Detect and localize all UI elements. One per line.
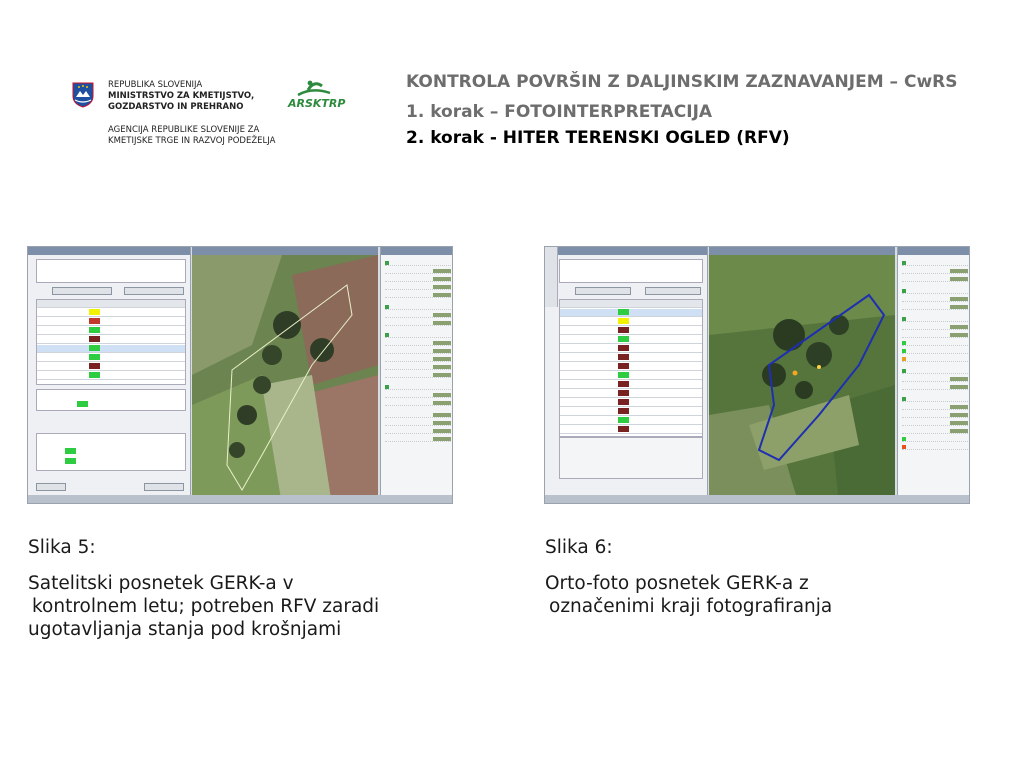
import-shp-button[interactable] — [52, 287, 112, 295]
zakljuci-kontrolo-button[interactable] — [144, 483, 184, 491]
layer-row[interactable] — [902, 377, 968, 382]
layer-row[interactable] — [902, 317, 968, 322]
layer-row[interactable] — [902, 333, 968, 338]
layer-row[interactable] — [385, 373, 451, 378]
layer-row[interactable] — [902, 357, 968, 362]
layer-row[interactable] — [385, 293, 451, 298]
layer-row[interactable] — [385, 349, 451, 354]
table-row[interactable] — [560, 417, 702, 425]
selected-gerk-table — [36, 389, 186, 411]
pomoc-button[interactable] — [36, 483, 66, 491]
slovenia-coat-of-arms-icon — [72, 82, 94, 108]
screenshot-satellite — [27, 246, 453, 504]
table-row[interactable] — [560, 372, 702, 380]
agency-name: AGENCIJA REPUBLIKE SLOVENIJE ZA KMETIJSKE TRGE IN RAZVOJ PODEŽELJA — [108, 125, 276, 146]
layer-row[interactable] — [385, 269, 451, 274]
satellite-map[interactable] — [192, 247, 378, 497]
caption-figure-6-label: Slika 6: — [545, 537, 613, 558]
photo-location-marker[interactable] — [817, 365, 821, 369]
layer-row[interactable] — [385, 385, 451, 390]
layer-row[interactable] — [902, 341, 968, 346]
flight-date-table — [36, 433, 186, 471]
layer-row[interactable] — [902, 305, 968, 310]
title-cwrs: KONTROLA POVRŠIN Z DALJINSKIM ZAZNAVANJEM – CwRS — [406, 72, 958, 92]
table-row[interactable] — [560, 336, 702, 344]
gerk-table — [559, 299, 703, 437]
layers-panel — [897, 247, 970, 497]
status-bar — [28, 495, 452, 503]
window-titlebar — [545, 247, 707, 255]
layer-row[interactable] — [902, 297, 968, 302]
table-row[interactable] — [560, 309, 702, 317]
table-row[interactable] — [37, 309, 185, 317]
caption-figure-6: Orto-foto posnetek GERK-a z označenimi kraji fotografiranja — [545, 573, 833, 617]
table-row[interactable] — [560, 345, 702, 353]
status-bar — [545, 495, 969, 503]
layer-row[interactable] — [385, 261, 451, 266]
table-row[interactable] — [37, 372, 185, 380]
layer-row[interactable] — [385, 321, 451, 326]
layer-row[interactable] — [385, 313, 451, 318]
import-shp-button[interactable] — [575, 287, 631, 295]
layer-row[interactable] — [902, 261, 968, 266]
layer-row[interactable] — [385, 365, 451, 370]
layer-row[interactable] — [902, 385, 968, 390]
detail-box — [559, 437, 703, 479]
title-step-2: 2. korak - HITER TERENSKI OGLED (RFV) — [406, 128, 790, 148]
map-titlebar — [192, 247, 378, 255]
table-header — [37, 300, 185, 308]
layer-row[interactable] — [902, 269, 968, 274]
export-shp-button[interactable] — [645, 287, 701, 295]
export-shp-button[interactable] — [124, 287, 184, 295]
screenshot-orthophoto — [544, 246, 970, 504]
gerk-panel — [545, 247, 708, 497]
layer-row[interactable] — [385, 341, 451, 346]
table-row[interactable] — [560, 363, 702, 371]
table-row[interactable] — [560, 426, 702, 434]
layer-row[interactable] — [902, 289, 968, 294]
orthophoto-map[interactable] — [709, 247, 895, 497]
layer-row[interactable] — [385, 357, 451, 362]
layer-row[interactable] — [385, 429, 451, 434]
layer-row[interactable] — [385, 333, 451, 338]
table-header — [560, 300, 702, 308]
layer-row[interactable] — [385, 437, 451, 442]
gerk-table — [36, 299, 186, 385]
table-row[interactable] — [37, 336, 185, 344]
gerk-panel — [28, 247, 191, 497]
table-row[interactable] — [37, 363, 185, 371]
caption-figure-5: Satelitski posnetek GERK-a v kontrolnem letu; potreben RFV zaradi ugotavljanja stanja pod krošnjami — [28, 573, 380, 640]
table-row[interactable] — [560, 408, 702, 416]
ministry-name: REPUBLIKA SLOVENIJA MINISTRSTVO ZA KMETIJSTVO, GOZDARSTVO IN PREHRANO — [108, 80, 255, 112]
layer-row[interactable] — [385, 305, 451, 310]
table-row[interactable] — [37, 354, 185, 362]
info-box — [36, 259, 186, 283]
tool-strip[interactable] — [545, 247, 558, 307]
layer-row[interactable] — [902, 325, 968, 330]
layer-row[interactable] — [902, 421, 968, 426]
table-row[interactable] — [560, 354, 702, 362]
layer-row[interactable] — [385, 285, 451, 290]
table-row[interactable] — [560, 390, 702, 398]
layer-row[interactable] — [385, 421, 451, 426]
arsktrp-logo-text: ARSKTRP — [288, 97, 346, 110]
info-box — [559, 259, 703, 283]
layer-row[interactable] — [902, 413, 968, 418]
layers-titlebar — [381, 247, 453, 255]
layer-row[interactable] — [902, 397, 968, 402]
layer-row[interactable] — [385, 393, 451, 398]
layer-row[interactable] — [385, 401, 451, 406]
layer-row[interactable] — [902, 277, 968, 282]
layer-row[interactable] — [385, 277, 451, 282]
table-row[interactable] — [37, 327, 185, 335]
layer-row[interactable] — [902, 437, 968, 442]
table-row[interactable] — [560, 399, 702, 407]
orthophoto-imagery — [709, 255, 895, 497]
layers-panel — [380, 247, 453, 497]
photo-location-marker[interactable] — [793, 371, 798, 376]
caption-figure-5-label: Slika 5: — [28, 537, 96, 558]
layer-row[interactable] — [902, 405, 968, 410]
layer-row[interactable] — [902, 369, 968, 374]
table-row[interactable] — [37, 318, 185, 326]
layer-row[interactable] — [385, 413, 451, 418]
table-row[interactable] — [560, 318, 702, 326]
layer-row[interactable] — [902, 429, 968, 434]
layer-row[interactable] — [902, 349, 968, 354]
title-step-1: 1. korak – FOTOINTERPRETACIJA — [406, 102, 713, 122]
table-row[interactable] — [560, 327, 702, 335]
table-row[interactable] — [37, 345, 185, 353]
layers-titlebar — [898, 247, 970, 255]
satellite-imagery — [192, 255, 378, 497]
window-titlebar — [28, 247, 190, 255]
map-titlebar — [709, 247, 895, 255]
layer-row[interactable] — [902, 445, 968, 450]
table-row[interactable] — [560, 381, 702, 389]
